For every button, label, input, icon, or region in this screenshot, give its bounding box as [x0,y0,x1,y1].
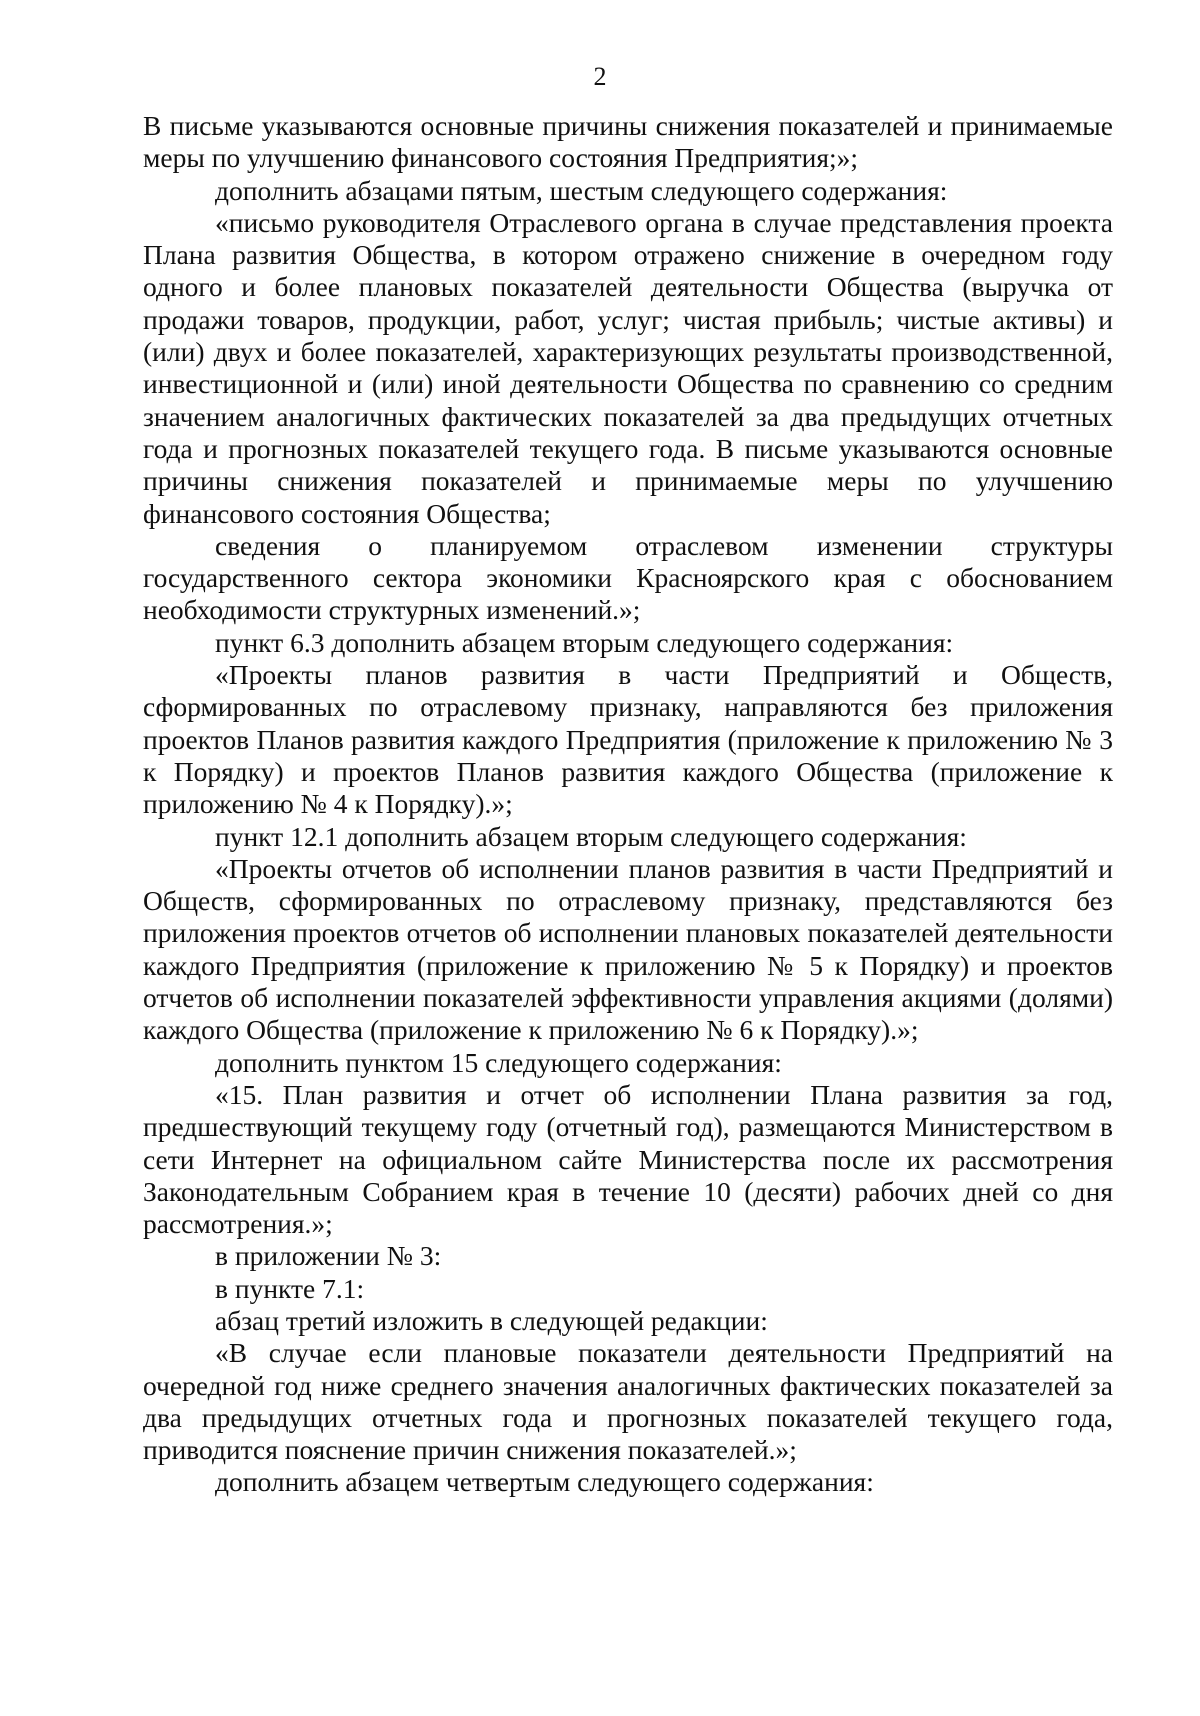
paragraph-11: в приложении № 3: [215,1240,442,1272]
paragraph-12: в пункте 7.1: [215,1272,365,1304]
paragraph-14: «В случае если плановые показатели деятельности Предприятий на очередной год ниже среднего значения аналогичных фактических показателей за два предыдущих отчетных года и прогнозных показателей текущего года, приводится пояснение причин снижения показателей.»; [143,1337,1113,1466]
paragraph-13: абзац третий изложить в следующей редакции: [215,1304,768,1336]
paragraph-7: пункт 12.1 дополнить абзацем вторым следующего содержания: [215,820,967,852]
paragraph-15: дополнить абзацем четвертым следующего содержания: [215,1466,874,1498]
paragraph-8: «Проекты отчетов об исполнении планов развития в части Предприятий и Обществ, сформированных по отраслевому признаку, представляются без приложения проектов отчетов об исполнении плановых показателей деятельности каждого Предприятия (приложение к приложению № 5 к Порядку) и проектов отчетов об исполнении показателей эффективности управления акциями (долями) каждого Общества (приложение к приложению № 6 к Порядку).»; [143,852,1113,1046]
paragraph-5: пункт 6.3 дополнить абзацем вторым следующего содержания: [215,626,954,658]
paragraph-2: дополнить абзацами пятым, шестым следующего содержания: [215,174,948,206]
paragraph-10: «15. План развития и отчет об исполнении Плана развития за год, предшествующий текущему году (отчетный год), размещаются Министерством в сети Интернет на официальном сайте Министерства после их рассмотрения Законодательным Собранием края в течение 10 (десяти) рабочих дней со дня рассмотрения.»; [143,1078,1113,1240]
paragraph-9: дополнить пунктом 15 следующего содержания: [215,1046,782,1078]
paragraph-1: В письме указываются основные причины снижения показателей и принимаемые меры по улучшению финансового состояния Предприятия;»; [143,110,1113,174]
document-body [143,110,1113,1499]
page-number: 2 [593,62,607,91]
paragraph-4: сведения о планируемом отраслевом изменении структуры государственного сектора экономики Красноярского края с обоснованием необходимости структурных изменений.»; [143,529,1113,626]
paragraph-6: «Проекты планов развития в части Предприятий и Обществ, сформированных по отраслевому признаку, направляются без приложения проектов Планов развития каждого Предприятия (приложение к приложению № 3 к Порядку) и проектов Планов развития каждого Общества (приложение к приложению № 4 к Порядку).»; [143,659,1113,820]
paragraph-3: «письмо руководителя Отраслевого органа в случае представления проекта Плана развития Общества, в котором отражено снижение в очередном году одного и более плановых показателей деятельности Общества (выручка от продажи товаров, продукции, работ, услуг; чистая прибыль; чистые активы) и (или) двух и более показателей, характеризующих результаты производственной, инвестиционной и (или) иной деятельности Общества по сравнению со средним значением аналогичных фактических показателей за два предыдущих отчетных года и прогнозных показателей текущего года. В письме указываются основные причины снижения показателей и принимаемые меры по улучшению финансового состояния Общества; [143,206,1113,529]
